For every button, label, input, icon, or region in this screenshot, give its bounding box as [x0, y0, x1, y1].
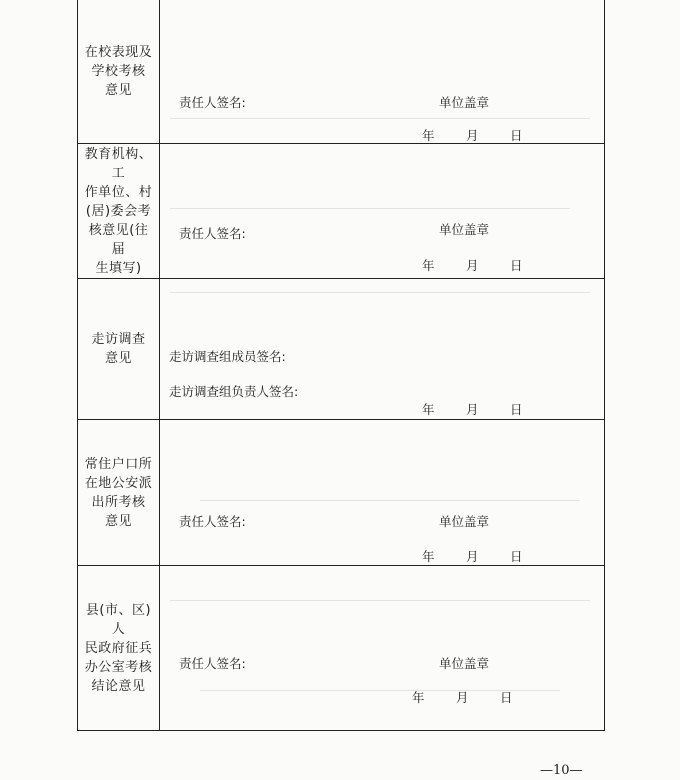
date-year: 年 [422, 549, 435, 564]
row-content-cell[interactable] [160, 420, 604, 565]
signature-label: 责任人签名: [179, 656, 246, 671]
date-year: 年 [422, 402, 435, 417]
stamp-label: 单位盖章 [439, 656, 490, 671]
page-number: —10— [540, 763, 583, 778]
stamp-label: 单位盖章 [439, 514, 490, 529]
form-row-organization-review [78, 144, 604, 279]
row-label: 县(市、区)人 民政府征兵 办公室考核 结论意见 [84, 603, 153, 694]
date-month: 月 [456, 690, 469, 705]
form-row-recruitment-office-conclusion [78, 566, 604, 731]
date-month: 月 [466, 549, 479, 564]
date-month: 月 [466, 258, 479, 273]
date-month: 月 [466, 128, 479, 143]
signature-label: 责任人签名: [179, 226, 246, 241]
date-year: 年 [422, 258, 435, 273]
date-year: 年 [422, 128, 435, 143]
row-content-cell[interactable] [160, 0, 604, 143]
leader-signature-label: 走访调查组负责人签名: [169, 384, 299, 399]
row-label-cell [78, 420, 160, 565]
row-label: 教育机构、工 作单位、村 (居)委会考 核意见(往届 生填写) [84, 146, 153, 276]
form-row-police-review [78, 420, 604, 566]
row-label-cell [78, 566, 160, 731]
form-row-school-review [78, 0, 604, 144]
stamp-label: 单位盖章 [439, 95, 490, 110]
signature-label: 责任人签名: [179, 95, 246, 110]
row-label: 在校表现及 学校考核 意见 [84, 45, 153, 98]
row-content-cell[interactable] [160, 566, 604, 731]
row-content-cell[interactable] [160, 279, 604, 419]
date-day: 日 [510, 549, 523, 564]
date-day: 日 [510, 258, 523, 273]
row-label-cell [78, 0, 160, 143]
review-form-table [77, 0, 605, 731]
row-label: 走访调查 意见 [91, 332, 146, 366]
date-month: 月 [466, 402, 479, 417]
row-content-cell[interactable] [160, 144, 604, 278]
date-day: 日 [510, 402, 523, 417]
date-day: 日 [500, 690, 513, 705]
signature-label: 责任人签名: [179, 514, 246, 529]
form-row-visit-investigation [78, 279, 604, 420]
row-label: 常住户口所 在地公安派 出所考核 意见 [84, 456, 153, 529]
stamp-label: 单位盖章 [439, 222, 490, 237]
row-label-cell [78, 144, 160, 278]
date-day: 日 [510, 128, 523, 143]
row-label-cell [78, 279, 160, 419]
member-signature-label: 走访调查组成员签名: [169, 349, 286, 364]
date-year: 年 [412, 690, 425, 705]
